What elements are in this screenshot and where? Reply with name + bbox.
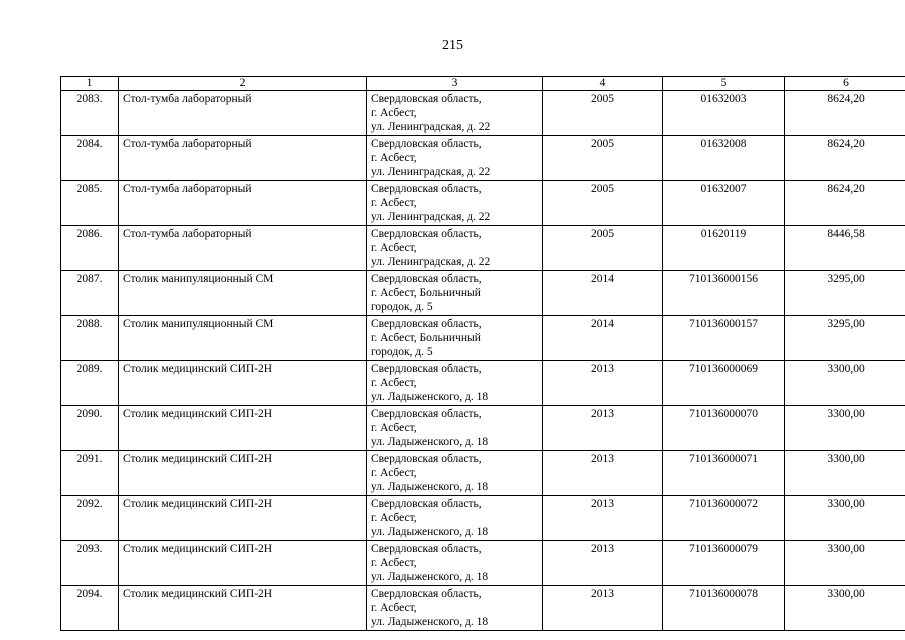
- table-row: [61, 361, 905, 406]
- item-address: [367, 451, 543, 496]
- row-number: 2090.: [61, 406, 119, 451]
- inventory-number: 01632008: [663, 136, 785, 181]
- inventory-number: 01620119: [663, 226, 785, 271]
- address-line: Свердловская область,: [371, 588, 482, 600]
- table-row: [61, 496, 905, 541]
- table-row: [61, 136, 905, 181]
- item-year: 2013: [543, 586, 663, 631]
- address-line: Свердловская область,: [371, 228, 482, 240]
- table-row: [61, 586, 905, 631]
- address-line: городок, д. 5: [371, 346, 433, 358]
- address-line: г. Асбест,: [371, 377, 417, 389]
- item-name: Столик медицинский СИП-2Н: [119, 361, 367, 406]
- item-year: 2005: [543, 91, 663, 136]
- column-header: 3: [367, 77, 543, 91]
- address-line: г. Асбест,: [371, 467, 417, 479]
- item-year: 2014: [543, 316, 663, 361]
- item-name: Стол-тумба лабораторный: [119, 91, 367, 136]
- table-body: [61, 91, 905, 631]
- item-address: [367, 136, 543, 181]
- item-name: Стол-тумба лабораторный: [119, 136, 367, 181]
- item-cost: 3295,00: [785, 316, 905, 361]
- item-year: 2013: [543, 406, 663, 451]
- item-cost: 3300,00: [785, 541, 905, 586]
- page-number: 215: [442, 38, 463, 53]
- item-address: [367, 586, 543, 631]
- inventory-number: 710136000071: [663, 451, 785, 496]
- address-line: г. Асбест,: [371, 512, 417, 524]
- item-name: Стол-тумба лабораторный: [119, 181, 367, 226]
- address-line: г. Асбест, Больничный: [371, 332, 481, 344]
- item-cost: 3295,00: [785, 271, 905, 316]
- inventory-number: 01632007: [663, 181, 785, 226]
- item-cost: 8624,20: [785, 181, 905, 226]
- address-line: ул. Ладыженского, д. 18: [371, 391, 489, 403]
- item-cost: 3300,00: [785, 361, 905, 406]
- item-name: Стол-тумба лабораторный: [119, 226, 367, 271]
- address-line: ул. Ладыженского, д. 18: [371, 436, 489, 448]
- item-name: Столик манипуляционный СМ: [119, 316, 367, 361]
- address-line: Свердловская область,: [371, 138, 482, 150]
- address-line: ул. Ладыженского, д. 18: [371, 616, 489, 628]
- row-number: 2083.: [61, 91, 119, 136]
- inventory-number: 710136000070: [663, 406, 785, 451]
- address-line: г. Асбест,: [371, 422, 417, 434]
- item-year: 2005: [543, 181, 663, 226]
- address-line: Свердловская область,: [371, 318, 482, 330]
- registry-table: [60, 76, 905, 631]
- address-line: Свердловская область,: [371, 453, 482, 465]
- address-line: Свердловская область,: [371, 183, 482, 195]
- item-address: [367, 541, 543, 586]
- item-address: [367, 496, 543, 541]
- inventory-number: 710136000079: [663, 541, 785, 586]
- item-address: [367, 406, 543, 451]
- address-line: г. Асбест,: [371, 242, 417, 254]
- item-address: [367, 181, 543, 226]
- item-cost: 3300,00: [785, 496, 905, 541]
- column-header: 1: [61, 77, 119, 91]
- address-line: г. Асбест,: [371, 602, 417, 614]
- table-row: [61, 451, 905, 496]
- inventory-number: 710136000157: [663, 316, 785, 361]
- item-address: [367, 271, 543, 316]
- row-number: 2086.: [61, 226, 119, 271]
- column-header: 5: [663, 77, 785, 91]
- column-number-row: [61, 77, 905, 91]
- item-cost: 3300,00: [785, 586, 905, 631]
- column-header: 4: [543, 77, 663, 91]
- inventory-number: 710136000156: [663, 271, 785, 316]
- item-year: 2013: [543, 451, 663, 496]
- address-line: г. Асбест,: [371, 152, 417, 164]
- item-address: [367, 361, 543, 406]
- address-line: ул. Ладыженского, д. 18: [371, 526, 489, 538]
- table-row: [61, 316, 905, 361]
- table-row: [61, 271, 905, 316]
- row-number: 2092.: [61, 496, 119, 541]
- item-cost: 8624,20: [785, 91, 905, 136]
- table-row: [61, 541, 905, 586]
- address-line: городок, д. 5: [371, 301, 433, 313]
- inventory-number: 710136000072: [663, 496, 785, 541]
- address-line: ул. Ленинградская, д. 22: [371, 166, 491, 178]
- item-year: 2013: [543, 361, 663, 406]
- table-row: [61, 406, 905, 451]
- address-line: ул. Ладыженского, д. 18: [371, 571, 489, 583]
- inventory-number: 710136000078: [663, 586, 785, 631]
- item-name: Столик медицинский СИП-2Н: [119, 541, 367, 586]
- address-line: г. Асбест, Больничный: [371, 287, 481, 299]
- address-line: Свердловская область,: [371, 93, 482, 105]
- address-line: ул. Ленинградская, д. 22: [371, 211, 491, 223]
- table-row: [61, 91, 905, 136]
- item-cost: 3300,00: [785, 406, 905, 451]
- address-line: г. Асбест,: [371, 197, 417, 209]
- item-address: [367, 316, 543, 361]
- address-line: г. Асбест,: [371, 107, 417, 119]
- item-name: Столик медицинский СИП-2Н: [119, 586, 367, 631]
- item-cost: 3300,00: [785, 451, 905, 496]
- item-year: 2005: [543, 136, 663, 181]
- table-row: [61, 226, 905, 271]
- item-name: Столик медицинский СИП-2Н: [119, 496, 367, 541]
- row-number: 2089.: [61, 361, 119, 406]
- address-line: Свердловская область,: [371, 363, 482, 375]
- item-name: Столик медицинский СИП-2Н: [119, 406, 367, 451]
- item-year: 2013: [543, 496, 663, 541]
- address-line: ул. Ленинградская, д. 22: [371, 256, 491, 268]
- item-address: [367, 226, 543, 271]
- item-name: Столик манипуляционный СМ: [119, 271, 367, 316]
- address-line: ул. Ленинградская, д. 22: [371, 121, 491, 133]
- row-number: 2088.: [61, 316, 119, 361]
- item-address: [367, 91, 543, 136]
- item-year: 2014: [543, 271, 663, 316]
- address-line: г. Асбест,: [371, 557, 417, 569]
- item-name: Столик медицинский СИП-2Н: [119, 451, 367, 496]
- row-number: 2085.: [61, 181, 119, 226]
- row-number: 2084.: [61, 136, 119, 181]
- row-number: 2093.: [61, 541, 119, 586]
- item-cost: 8446,58: [785, 226, 905, 271]
- column-header: 6: [785, 77, 905, 91]
- inventory-number: 710136000069: [663, 361, 785, 406]
- row-number: 2087.: [61, 271, 119, 316]
- address-line: ул. Ладыженского, д. 18: [371, 481, 489, 493]
- item-cost: 8624,20: [785, 136, 905, 181]
- row-number: 2094.: [61, 586, 119, 631]
- address-line: Свердловская область,: [371, 498, 482, 510]
- inventory-number: 01632003: [663, 91, 785, 136]
- address-line: Свердловская область,: [371, 543, 482, 555]
- table-row: [61, 181, 905, 226]
- item-year: 2005: [543, 226, 663, 271]
- address-line: Свердловская область,: [371, 408, 482, 420]
- item-year: 2013: [543, 541, 663, 586]
- row-number: 2091.: [61, 451, 119, 496]
- address-line: Свердловская область,: [371, 273, 482, 285]
- column-header: 2: [119, 77, 367, 91]
